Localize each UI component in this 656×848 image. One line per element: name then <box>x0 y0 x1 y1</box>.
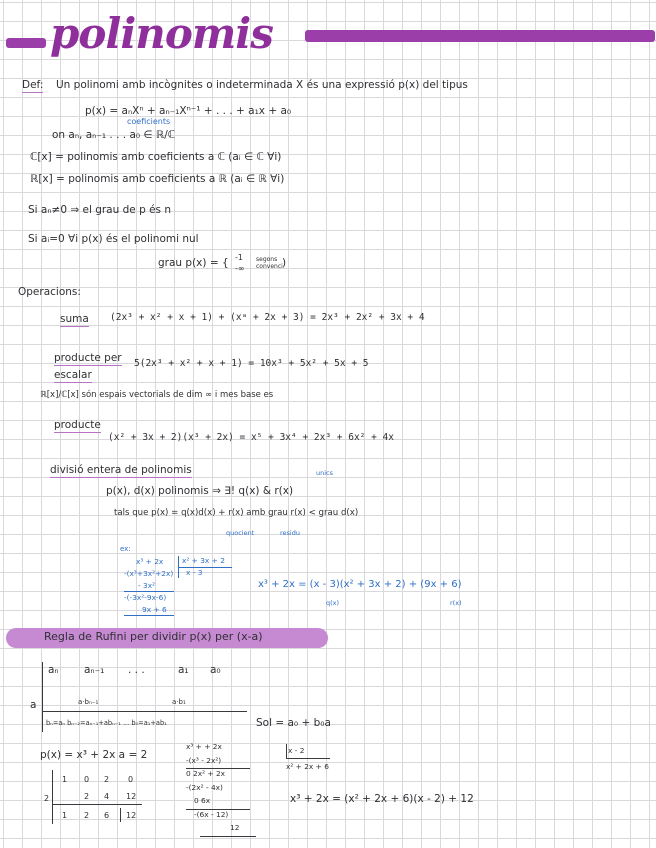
long-division-divisor-bracket <box>286 744 287 758</box>
ruffini-example-horizontal <box>52 804 142 805</box>
long-division-example: x³ + + 2x -(x³ - 2x²) 0 2x² + 2x -(2x² - 4x) 0 6x -(6x - 12) 12 <box>186 742 240 832</box>
ruffini-example-mid-2: 4 <box>104 792 110 801</box>
ruffini-example-top-2: 0 <box>84 775 90 784</box>
ruffini-vertical-line <box>42 662 43 732</box>
ruffini-top-an1: aₙ₋₁ <box>84 664 105 676</box>
operations-heading: Operacions: <box>18 286 81 298</box>
null-degree-brace-close: ) <box>282 257 287 269</box>
complex-polynomials-line: ℂ[x] = polinomis amb coeficients a ℂ (aᵢ ∈ ℂ ∀i) <box>30 151 282 163</box>
division-result: x³ + 2x = (x - 3)(x² + 3x + 2) + (9x + 6) <box>258 579 462 590</box>
long-division-divisor: x² + 3x + 2 <box>182 556 225 565</box>
vector-spaces-line: ℝ[x]/ℂ[x] són espais vectorials de dim ∞ i mes base es <box>40 390 274 400</box>
long-division-rows: x³ + 2x -(x³+3x²+2x) - 3x² -(-3x²-9x-6) 9x + 6 <box>124 557 174 614</box>
ruffini-bottom-row: bₙ=aₙ bₙ₋₂=aₙ₋₁+abₙ₋₁ ... b₀=a₁+ab₁ <box>46 719 167 727</box>
long-division-rule-2 <box>186 809 250 810</box>
ruffini-mid-1: a·bₙ₋₁ <box>78 698 99 706</box>
long-division-divisor-rule <box>286 758 330 759</box>
title-bar-left <box>6 38 46 48</box>
ruffini-heading: Regla de Rufini per dividir p(x) per (x-a) <box>44 630 263 643</box>
scalar-product-expression: 5(2x³ + x² + x + 1) = 10x³ + 5x² + 5x + 5 <box>134 358 369 369</box>
coefficients-note: coeficients <box>127 117 171 126</box>
ruffini-top-a1: a₁ <box>178 664 189 676</box>
real-polynomials-line: ℝ[x] = polinomis amb coeficients a ℝ (aᵢ ∈ ℝ ∀i) <box>30 173 285 185</box>
title-bar-right <box>305 30 655 42</box>
sum-label: suma <box>60 313 89 325</box>
division-bracket-horizontal <box>178 567 232 568</box>
division-result-r: r(x) <box>450 599 462 607</box>
product-expression: (x² + 3x + 2)(x³ + 2x) = x⁵ + 3x⁴ + 2x³ + 6x² + 4x <box>108 432 394 443</box>
division-sum-rule-2 <box>124 615 174 616</box>
scalar-product-label: producte per escalar <box>54 352 122 381</box>
null-degree-values: -1 -∞ <box>235 253 245 273</box>
ruffini-example-mid-1: 2 <box>84 792 90 801</box>
quotient-note: quocient <box>226 529 255 537</box>
division-label: divisió entera de polinomis <box>50 464 192 476</box>
product-label: producte <box>54 419 101 431</box>
ruffini-a-label: a <box>30 699 37 711</box>
definition-text: Un polinomi amb incògnites o indeterminada X és una expressió p(x) del tipus <box>56 79 468 91</box>
null-degree-note: segons convenci <box>256 256 283 270</box>
example-label: ex: <box>120 545 131 553</box>
division-condition-line: tals que p(x) = q(x)d(x) + r(x) amb grau r(x) < grau d(x) <box>114 508 359 518</box>
long-division-rule-1 <box>186 768 250 769</box>
long-division-quotient: x² + 2x + 6 <box>286 762 329 771</box>
long-division-rule-3 <box>200 836 256 837</box>
coefficients-domain-line: on aₙ, aₙ₋₁ . . . a₀ ∈ ℝ/ℂ <box>52 129 176 141</box>
long-division-quotient: x - 3 <box>186 568 203 577</box>
definition-label: Def: <box>22 79 44 91</box>
division-existence-line: p(x), d(x) polinomis ⇒ ∃! q(x) & r(x) <box>106 485 294 497</box>
page-title: polinomis <box>50 9 273 58</box>
ruffini-top-dots: . . . <box>128 664 145 676</box>
sum-expression: (2x³ + x² + x + 1) + (xᵃ + 2x + 3) = 2x³ + 2x² + 3x + 4 <box>110 312 425 323</box>
polynomial-formula: p(x) = aₙXⁿ + aₙ₋₁Xⁿ⁻¹ + . . . + a₁x + a₀ <box>85 105 292 117</box>
ruffini-example-mid-3: 12 <box>126 792 137 801</box>
null-polynomial-line: Si aᵢ=0 ∀i p(x) és el polinomi nul <box>28 233 199 245</box>
ruffini-top-an: aₙ <box>48 664 59 676</box>
ruffini-example-bottom-4: 12 <box>126 811 137 820</box>
ruffini-horizontal-line <box>42 711 247 712</box>
ruffini-example-bottom-3: 6 <box>104 811 110 820</box>
ruffini-final-result: x³ + 2x = (x² + 2x + 6)(x - 2) + 12 <box>290 793 474 805</box>
ruffini-top-a0: a₀ <box>210 664 221 676</box>
division-result-q: q(x) <box>326 599 340 607</box>
ruffini-example-top-1: 1 <box>62 775 68 784</box>
ruffini-mid-2: a·b₁ <box>172 698 186 706</box>
ruffini-example-p: p(x) = x³ + 2x a = 2 <box>40 749 148 761</box>
remainder-note: residu <box>280 529 300 537</box>
ruffini-example-bottom-2: 2 <box>84 811 90 820</box>
null-degree-line: grau p(x) = { <box>158 257 229 269</box>
ruffini-example-top-4: 0 <box>128 775 134 784</box>
unique-note: unics <box>316 469 334 477</box>
degree-line: Si aₙ≠0 ⇒ el grau de p és n <box>28 204 172 216</box>
division-sum-rule-1 <box>124 591 174 592</box>
ruffini-example-top-3: 2 <box>104 775 110 784</box>
long-division-divisor: x - 2 <box>288 746 305 755</box>
ruffini-solution: Sol = a₀ + b₀a <box>256 717 331 729</box>
ruffini-example-a: 2 <box>44 794 50 803</box>
ruffini-example-bottom-1: 1 <box>62 811 68 820</box>
ruffini-example-vertical <box>52 770 53 824</box>
ruffini-remainder-box <box>120 808 121 822</box>
